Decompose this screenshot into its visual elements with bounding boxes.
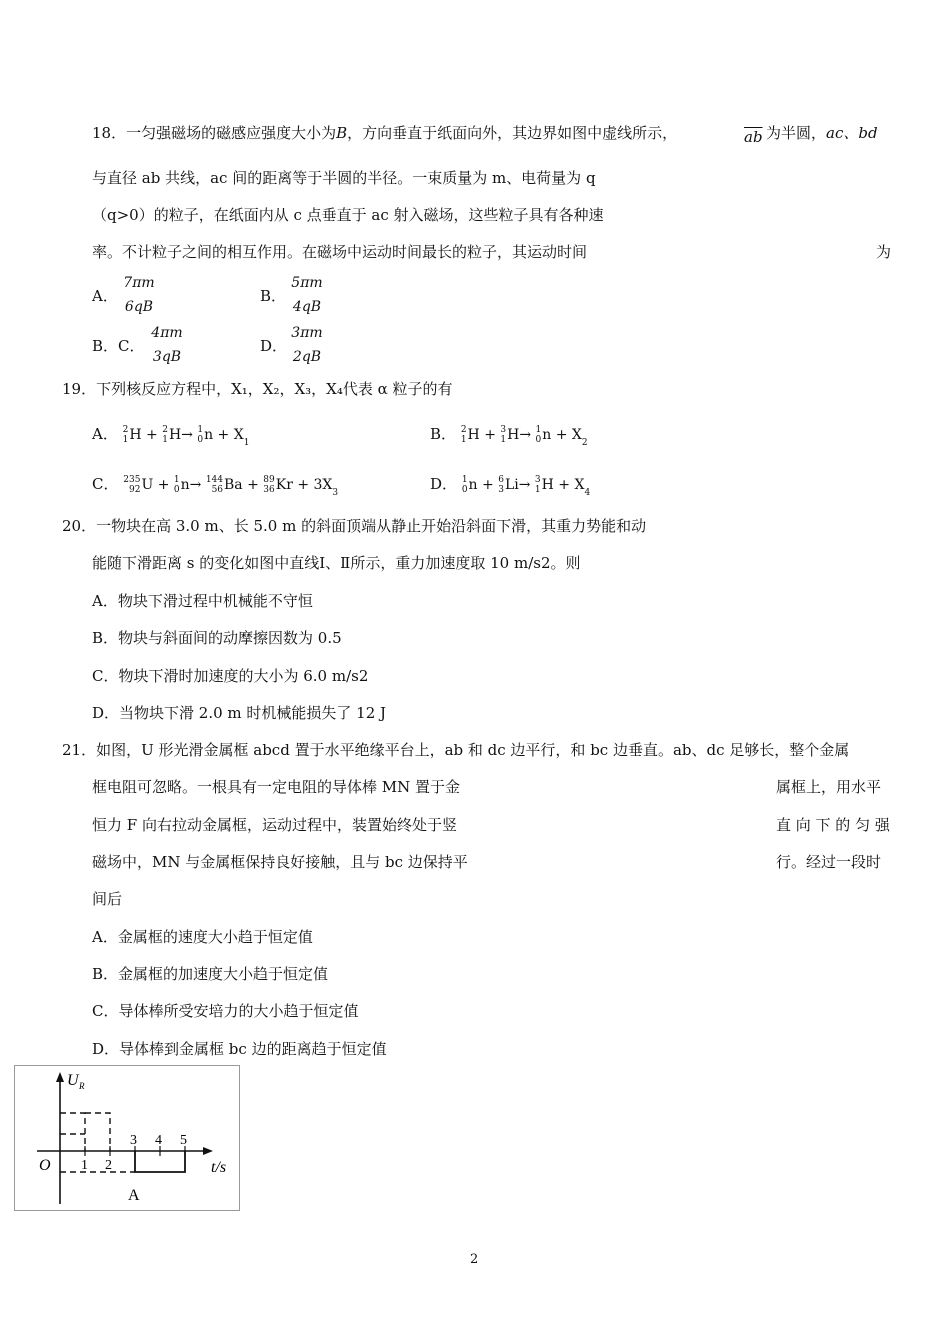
- origin-label: O: [39, 1157, 51, 1174]
- q19-option-a: A． 2 1H + 2 1H→ 1 $0n + X_1$: [92, 425, 250, 448]
- q20-option-c: C．物块下滑时加速度的大小为 6.0 m/s2: [92, 667, 369, 685]
- q18-line3: （q>0）的粒子，在纸面内从 c 点垂直于 ac 射入磁场，这些粒子具有各种速: [92, 206, 604, 224]
- page-number: 2: [470, 1252, 479, 1267]
- x-axis-label: t/s: [211, 1159, 227, 1176]
- tick-label-1: 1: [81, 1158, 88, 1173]
- tick-label-3: 3: [130, 1133, 137, 1148]
- q18-line4-right: 为: [876, 243, 892, 261]
- q21-line4: 磁场中，MN 与金属框保持良好接触，且与 bc 边保持平: [92, 853, 468, 871]
- x-axis-arrow: [203, 1147, 213, 1155]
- q20-option-a: A．物块下滑过程中机械能不守恒: [92, 592, 313, 610]
- q18-option-a-fraction: 7πm 6qB: [123, 275, 155, 315]
- q20-line1: 20．一物块在高 3.0 m、长 5.0 m 的斜面顶端从静止开始沿斜面下滑，其重力势能和动: [62, 517, 647, 535]
- q21-line2: 框电阻可忽略。一根具有一定电阻的导体棒 MN 置于金: [92, 778, 461, 796]
- tick-label-5: 5: [180, 1133, 187, 1148]
- q19-option-d: D． 1 0n + 6 3Li→ 3 $1H + X_4$: [430, 475, 591, 498]
- y-axis-label: U: [67, 1072, 79, 1089]
- q18-option-c-fraction: 4πm 3qB: [151, 325, 183, 365]
- q18-option-c-label: B．C．: [92, 337, 145, 355]
- q21-line3-right: 直 向 下 的 匀 强: [776, 816, 890, 834]
- q18-arc-ab: $\overline{ab}$: [744, 128, 763, 146]
- q20-option-d: D．当物块下滑 2.0 m 时机械能损失了 12 J: [92, 704, 387, 722]
- q18-line1: 18．一匀强磁场的磁感应强度大小为B，方向垂直于纸面向外，其边界如图中虚线所示，: [92, 124, 678, 142]
- y-axis-arrow: [56, 1072, 64, 1082]
- q21-option-d: D．导体棒到金属框 bc 边的距离趋于恒定值: [92, 1040, 387, 1058]
- q21-line2-right: 属框上，用水平: [776, 778, 882, 796]
- q18-line2: 与直径 ab 共线，ac 间的距离等于半圆的半径。一束质量为 m、电荷量为 q: [92, 169, 596, 187]
- q18-option-d-label: D．: [260, 337, 288, 355]
- q19-stem: 19．下列核反应方程中，X₁，X₂，X₃，X₄代表 α 粒子的有: [62, 380, 453, 398]
- pulse-dashed-2: [85, 1113, 110, 1151]
- tick-label-4: 4: [155, 1133, 162, 1148]
- graph-caption: A: [128, 1187, 140, 1204]
- q21-line1: 21．如图，U 形光滑金属框 abcd 置于水平绝缘平台上，ab 和 dc 边平行，和 bc 边垂直。ab、dc 足够长，整个金属: [62, 741, 850, 759]
- q19-option-b: B． 2 1H + 3 1H→ 1 $0n + X_2$: [430, 425, 588, 448]
- q21-line5: 间后: [92, 890, 123, 908]
- q18-option-b-label: B．: [260, 287, 287, 305]
- q20-option-b: B．物块与斜面间的动摩擦因数为 0.5: [92, 629, 342, 647]
- q18-option-b-fraction: 5πm 4qB: [291, 275, 323, 315]
- q21-option-c: C．导体棒所受安培力的大小趋于恒定值: [92, 1002, 359, 1020]
- tick-label-2: 2: [105, 1158, 112, 1173]
- y-axis-label-subscript: R: [79, 1081, 85, 1091]
- q21-line4-right: 行。经过一段时: [776, 853, 882, 871]
- graph-drawing: [15, 1066, 239, 1210]
- q20-line2: 能随下滑距离 s 的变化如图中直线Ⅰ、Ⅱ所示，重力加速度取 10 m/s2。则: [92, 554, 581, 572]
- voltage-time-graph: [14, 1065, 240, 1211]
- q21-option-b: B．金属框的加速度大小趋于恒定值: [92, 965, 329, 983]
- q21-option-a: A．金属框的速度大小趋于恒定值: [92, 928, 313, 946]
- q19-option-c: C． 235 92U + 1 0n→ 144 56Ba + 89 $36Kr + 3X_3$: [92, 475, 339, 498]
- q21-line3: 恒力 F 向右拉动金属框，运动过程中，装置始终处于竖: [92, 816, 457, 834]
- q18-line1-tail: 为半圆，ac、bd: [766, 124, 878, 142]
- q18-option-d-fraction: 3πm 2qB: [291, 325, 323, 365]
- q18-option-a-label: A．: [92, 287, 118, 305]
- pulse-dashed-1: [60, 1113, 85, 1151]
- q18-line4: 率。不计粒子之间的相互作用。在磁场中运动时间最长的粒子，其运动时间: [92, 243, 588, 261]
